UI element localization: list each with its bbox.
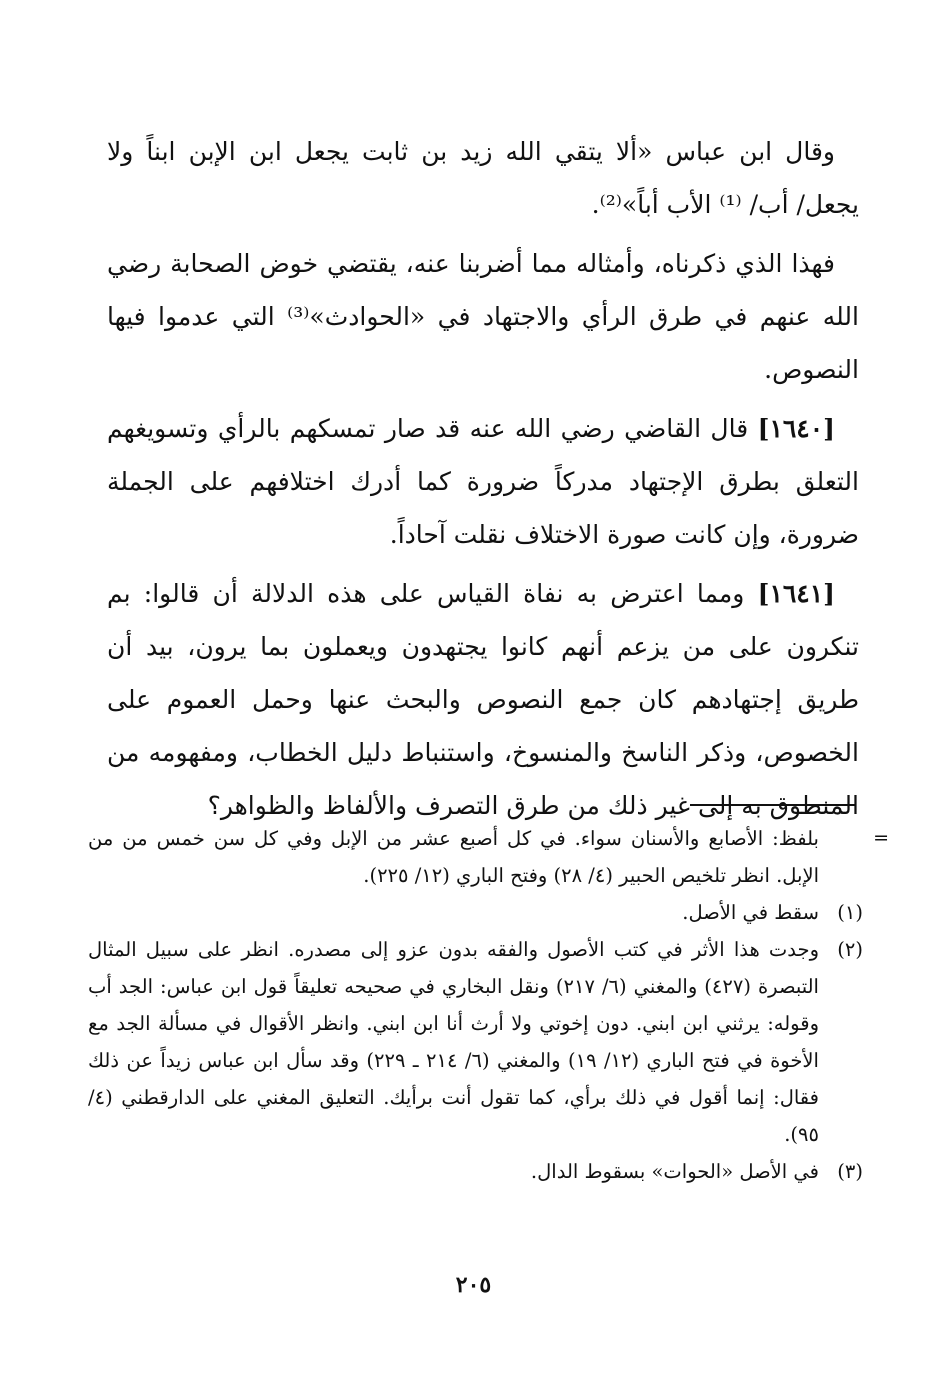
page-number: ٢٠٥ <box>455 1272 492 1298</box>
paragraph-text: فهذا الذي ذكرناه، وأمثاله مما أضربنا عنه، يقتضي خوض الصحابة رضي الله عنهم في طرق الرأي والاجتهاد في «الحوادث»⁽³⁾ التي عدموا فيها النصوص. <box>107 249 859 384</box>
paragraph-text: قال القاضي رضي الله عنه قد صار تمسكهم بالرأي وتسويغهم التعلق بطرق الإجتهاد مدركاً ضرورة كما أدرك اختلافهم على الجملة ضرورة، وإن كانت صورة الاختلاف نقلت آحاداً. <box>107 414 859 549</box>
footnote <box>88 1153 863 1190</box>
numbered-paragraph <box>107 402 859 561</box>
numbered-paragraph <box>107 567 859 832</box>
footnote-mark: (١) <box>837 901 863 924</box>
paragraph-number: [١٦٤١] <box>757 579 836 608</box>
footnote-text: وجدت هذا الأثر في كتب الأصول والفقه بدون عزو إلى مصدره. انظر على سبيل المثال التبصرة (٤٢٧) والمغني (٦/ ٢١٧) ونقل البخاري في صحيحه تعليقاً قول ابن عباس: الجد أب وقوله: يرثني ابن ابني. دون إخوتي ولا أرث أنا ابن ابني. وانظر الأقوال في مسألة الجد مع الأخوة في فتح الباري (١٢/ ١٩) والمغني (٦/ ٢١٤ ـ ٢٢٩) وقد سأل ابن عباس زيداً عن ذلك فقال: إنما أقول في ذلك برأي، كما تقول أنت برأيك. التعليق المغني على الدارقطني (٤/ ٩٥). <box>88 938 819 1146</box>
footnotes <box>88 820 863 1190</box>
paragraph <box>107 237 859 396</box>
footnote <box>88 931 863 1153</box>
paragraph-text: وقال ابن عباس «ألا يتقي الله زيد بن ثابت يجعل ابن الإبن ابناً ولا يجعل/ أب/ ⁽¹⁾ الأب أباً»⁽²⁾. <box>107 137 859 219</box>
footnote <box>88 894 863 931</box>
main-text <box>107 125 859 838</box>
paragraph-text: ومما اعترض به نفاة القياس على هذه الدلالة أن قالوا: بم تنكرون على من يزعم أنهم كانوا يجتهدون ويعملون بما يرون، بيد أن طريق إجتهادهم كان جمع النصوص والبحث عنها وحمل العموم على الخصوص، وذكر الناسخ والمنسوخ، واستنباط دليل الخطاب، ومفهومه من المنطوق به إلى غير ذلك من طرق التصرف والألفاظ والظواهر؟ <box>107 579 859 820</box>
footnote-mark: (٣) <box>837 1160 863 1183</box>
paragraph <box>107 125 859 231</box>
footnote <box>88 820 863 894</box>
footnote-text: في الأصل «الحوات» بسقوط الدال. <box>530 1160 819 1183</box>
paragraph-number: [١٦٤٠] <box>757 414 835 443</box>
footnote-divider <box>690 804 855 806</box>
footnote-text: سقط في الأصل. <box>682 901 819 924</box>
footnote-continuation-mark: = <box>873 827 889 849</box>
footnote-text: بلفظ: الأصابع والأسنان سواء. في كل أصبع عشر من الإبل وفي كل سن خمس من من الإبل. انظر تلخيص الحبير (٤/ ٢٨) وفتح الباري (١٢/ ٢٢٥). <box>88 827 819 887</box>
footnote-mark: (٢) <box>837 938 863 961</box>
